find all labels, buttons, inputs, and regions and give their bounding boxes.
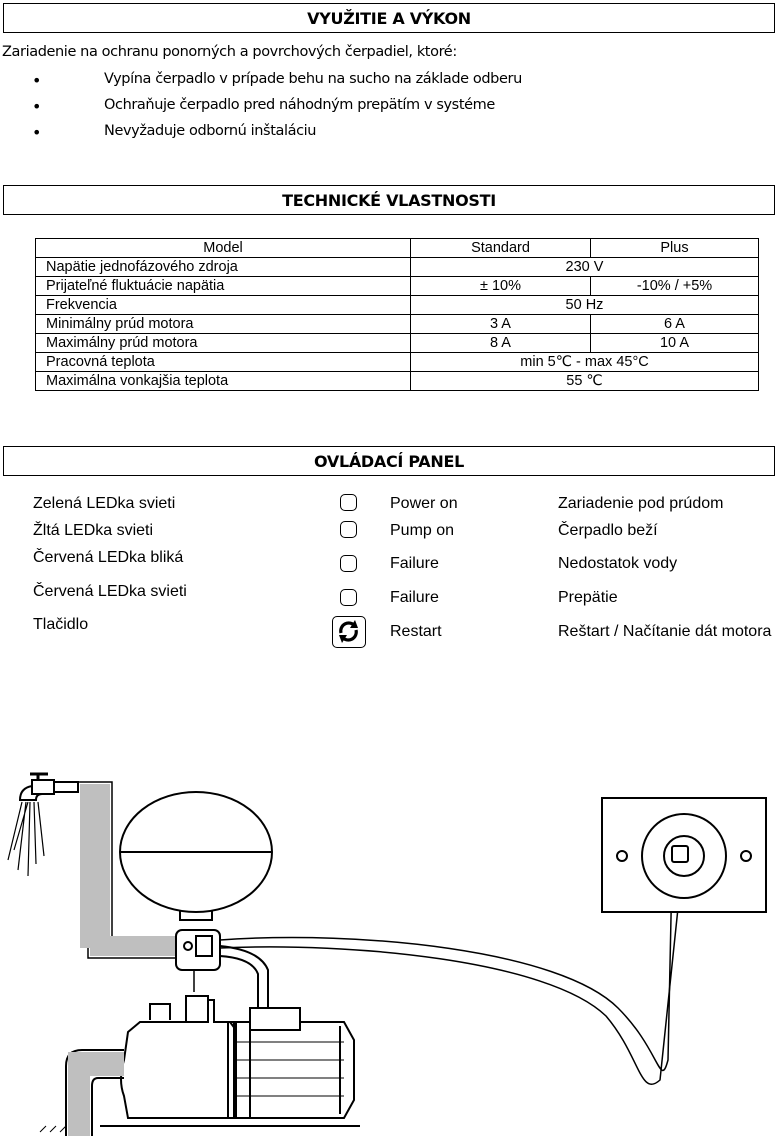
table-row [36, 372, 759, 391]
bullet-dot: • [32, 71, 42, 90]
row-label: Frekvencia [36, 296, 411, 315]
panel-row [0, 583, 778, 613]
panel-section-title: OVLÁDACÍ PANEL [3, 446, 775, 476]
panel-meaning: Reštart / Načítanie dát motora [558, 623, 772, 640]
restart-icon [333, 617, 364, 646]
wall-socket-icon [602, 798, 766, 912]
spec-table [35, 238, 759, 391]
bullet-dot: • [32, 97, 42, 116]
pump-motor-icon [40, 996, 360, 1136]
row-value-standard: 3 A [411, 315, 591, 334]
indicator-text: Žltá LEDka svieti [33, 522, 154, 539]
panel-label: Failure [390, 555, 439, 572]
table-row [36, 258, 759, 277]
panel-meaning: Prepätie [558, 589, 618, 606]
led-icon [340, 521, 357, 538]
tech-section-title: TECHNICKÉ VLASTNOSTI [3, 185, 775, 215]
indicator-text: Červená LEDka bliká [33, 549, 184, 566]
bullet-text: Nevyžaduje odbornú inštaláciu [104, 123, 317, 139]
row-value-plus: -10% / +5% [591, 277, 759, 296]
row-value: 230 V [411, 258, 759, 277]
bullet-text: Vypína čerpadlo v prípade behu na sucho na základe odberu [104, 71, 522, 87]
row-value: min 5℃ - max 45°C [411, 353, 759, 372]
panel-row [0, 549, 778, 579]
panel-meaning: Zariadenie pod prúdom [558, 495, 724, 512]
header-plus: Plus [591, 239, 759, 258]
table-row [36, 334, 759, 353]
panel-label: Restart [390, 623, 442, 640]
panel-row [0, 616, 778, 646]
pump-installation-diagram [0, 760, 778, 1136]
row-value: 50 Hz [411, 296, 759, 315]
row-label: Napätie jednofázového zdroja [36, 258, 411, 277]
panel-label: Failure [390, 589, 439, 606]
led-icon [340, 494, 357, 511]
pressure-tank-icon [120, 792, 272, 920]
table-row [36, 315, 759, 334]
row-value-standard: ± 10% [411, 277, 591, 296]
panel-meaning: Nedostatok vody [558, 555, 678, 572]
table-row [36, 296, 759, 315]
row-label: Maximálny prúd motora [36, 334, 411, 353]
indicator-text: Tlačidlo [33, 616, 89, 633]
row-value: 55 ℃ [411, 372, 759, 391]
row-label: Prijateľné fluktuácie napätia [36, 277, 411, 296]
panel-row [0, 495, 778, 525]
row-label: Pracovná teplota [36, 353, 411, 372]
row-value-standard: 8 A [411, 334, 591, 353]
panel-label: Power on [390, 495, 458, 512]
led-icon [340, 589, 357, 606]
row-label: Minimálny prúd motora [36, 315, 411, 334]
row-value-plus: 6 A [591, 315, 759, 334]
header-standard: Standard [411, 239, 591, 258]
restart-button[interactable] [332, 616, 366, 648]
indicator-text: Zelená LEDka svieti [33, 495, 176, 512]
panel-label: Pump on [390, 522, 455, 539]
intro-text: Zariadenie na ochranu ponorných a povrchových čerpadiel, ktoré: [2, 44, 457, 60]
indicator-text: Červená LEDka svieti [33, 583, 187, 600]
usage-section-title: VYUŽITIE A VÝKON [3, 3, 775, 33]
row-label: Maximálna vonkajšia teplota [36, 372, 411, 391]
panel-row [0, 522, 778, 552]
bullet-dot: • [32, 123, 42, 142]
led-icon [340, 555, 357, 572]
table-header-row [36, 239, 759, 258]
header-model: Model [36, 239, 411, 258]
row-value-plus: 10 A [591, 334, 759, 353]
table-row [36, 353, 759, 372]
panel-meaning: Čerpadlo beží [558, 522, 658, 539]
water-tap-icon [8, 774, 78, 876]
bullet-text: Ochraňuje čerpadlo pred náhodným prepätím v systéme [104, 97, 495, 113]
table-row [36, 277, 759, 296]
